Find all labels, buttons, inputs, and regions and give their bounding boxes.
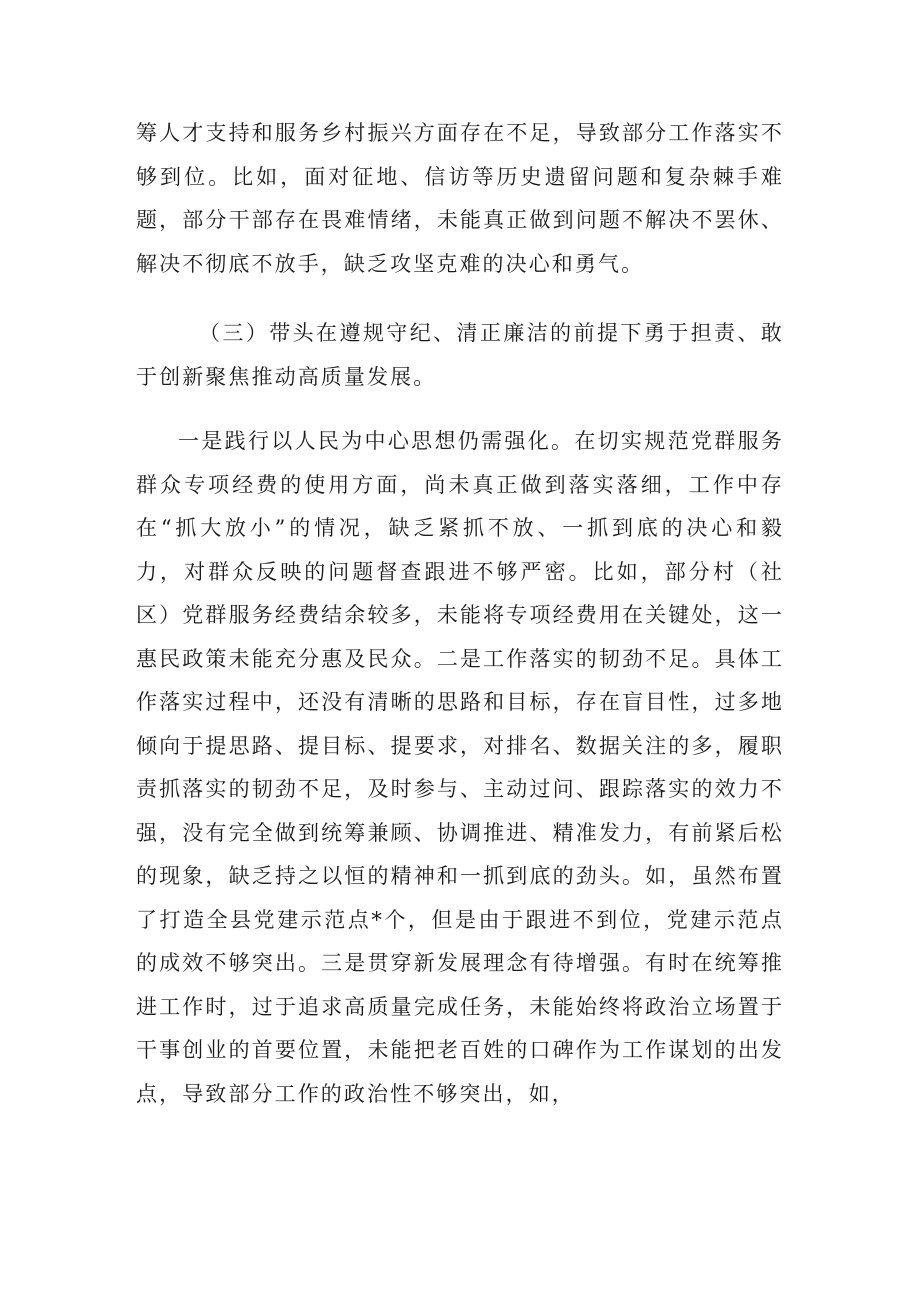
paragraph-body: 一是践行以人民为中心思想仍需强化。在切实规范党群服务群众专项经费的使用方面，尚未真正做到落实落细，工作中存在“抓大放小”的情况，缺乏紧抓不放、一抓到底的决心和毅力，对群众反映的问题督查跟进不够严密。比如，部分村（社区）党群服务经费结余较多，未能将专项经费用在关键处，这一惠民政策未能充分惠及民众。二是工作落实的韧劲不足。具体工作落实过程中，还没有清晰的思路和目标，存在盲目性，过多地倾向于提思路、提目标、提要求，对排名、数据关注的多，履职责抓落实的韧劲不足，及时参与、主动过问、跟踪落实的效力不强，没有完全做到统筹兼顾、协调推进、精准发力，有前紧后松的现象，缺乏持之以恒的精神和一抓到底的劲头。如，虽然布置了打造全县党建示范点*个，但是由于跟进不到位，党建示范点的成效不够突出。三是贯穿新发展理念有待增强。有时在统筹推进工作时，过于追求高质量完成任务，未能始终将政治立场置于干事创业的首要位置，未能把老百姓的口碑作为工作谋划的出发点，导致部分工作的政治性不够突出，如， [136,429,784,1106]
section-heading-three: （三）带头在遵规守纪、清正廉洁的前提下勇于担责、敢于创新聚焦推动高质量发展。 [136,321,784,389]
paragraph-continuation: 筹人才支持和服务乡村振兴方面存在不足，导致部分工作落实不够到位。比如，面对征地、信访等历史遗留问题和复杂棘手难题，部分干部存在畏难情绪，未能真正做到问题不解决不罢休、解决不彻底不放手，缺乏攻坚克难的决心和勇气。 [136,121,784,276]
